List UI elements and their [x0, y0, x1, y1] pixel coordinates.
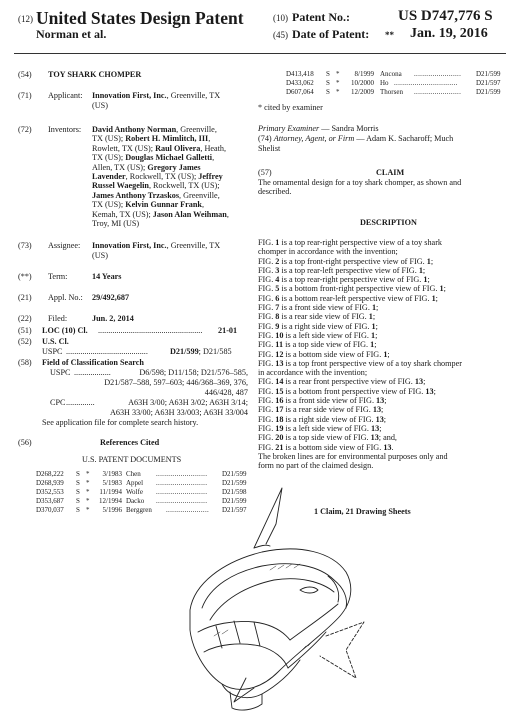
examiner-label: Primary Examiner [258, 124, 320, 133]
ref-name: Dacko [126, 497, 145, 505]
ref-name: Thorsen [380, 88, 403, 96]
inventor-line: Lavender, Rockwell, TX (US); Jeffrey [92, 172, 223, 182]
description-line: FIG. 20 is a top side view of FIG. 13; and, [258, 433, 397, 443]
left-column [0, 60, 260, 530]
search-uspc-line: D21/587–588, 597–603; 446/368–369, 376, [104, 378, 248, 387]
search-cpc-label: CPC [50, 398, 66, 407]
search-history-note: See application file for complete search history. [42, 418, 199, 427]
description-line: FIG. 13 is a top front perspective view of a toy shark chomper [258, 358, 462, 368]
description-line: FIG. 8 is a rear side view of FIG. 1; [258, 312, 376, 322]
inventor-line: James Anthony Trzaskos, Greenville, [92, 190, 220, 200]
reference-table-right [286, 70, 502, 98]
reference-row [286, 79, 502, 88]
ref-number: D268,939 [36, 479, 64, 487]
right-column [256, 56, 512, 516]
jaw-lower [204, 644, 288, 668]
description-line: The broken lines are for environmental purposes only and [258, 451, 448, 461]
tail-fin [320, 622, 364, 678]
ref-star: * [86, 488, 90, 496]
search-field-num: (58) [18, 358, 32, 367]
claim-field-num: (57) [258, 168, 272, 177]
header-date-num: (45) [273, 30, 288, 40]
ref-date: 5/1996 [102, 506, 122, 514]
ref-dots: ..................... [166, 506, 210, 514]
ref-date: 12/2009 [351, 88, 374, 96]
header-divider [14, 53, 506, 54]
ref-star: * [86, 506, 90, 514]
ref-date: 10/2000 [351, 79, 374, 87]
header-patent-no-num: (10) [273, 13, 288, 23]
header-date-stars: ** [385, 30, 394, 40]
inventor-line: Troy, MI (US) [92, 219, 140, 229]
applicant-country: (US) [92, 101, 108, 110]
ref-kind: S [76, 479, 80, 487]
ref-dots: ......................... [156, 497, 208, 505]
loc-value: 21-01 [218, 326, 238, 335]
ref-dots: ......................... [156, 479, 208, 487]
ref-star: * [86, 497, 90, 505]
reference-row [286, 88, 502, 97]
ref-class: D21/598 [222, 488, 247, 496]
ref-name: Appel [126, 479, 144, 487]
jaw-detail [234, 621, 240, 643]
ref-class: D21/599 [222, 470, 247, 478]
claim-line: described. [258, 187, 292, 197]
base-plate [222, 660, 300, 698]
head-top [202, 564, 334, 608]
attorney-field-num: (74) [258, 134, 272, 143]
inventors-field-num: (72) [18, 125, 32, 134]
eye-outline [300, 587, 318, 593]
inventor-line: Rowlett, TX (US); Raul Olivera, Heath, [92, 143, 227, 153]
reference-row [36, 470, 248, 479]
ref-date: 5/1983 [102, 479, 122, 487]
inventor-line: Kemah, TX (US); Jason Alan Weihman, [92, 209, 229, 219]
claims-drawings-summary: 1 Claim, 21 Drawing Sheets [314, 507, 411, 516]
ref-class: D21/599 [222, 479, 247, 487]
search-uspc-line: 446/428, 487 [204, 388, 248, 397]
ref-number: D353,687 [36, 497, 64, 505]
description-line: FIG. 5 is a bottom front-right perspective view of FIG. 1; [258, 284, 446, 294]
ref-class: D21/599 [476, 88, 501, 96]
search-cpc-line: A63H 3/00; A63H 3/02; A63H 3/14; [128, 398, 248, 407]
header-patent-no-label: Patent No.: [292, 10, 350, 24]
header-date-label: Date of Patent: [292, 27, 370, 41]
inventor-line: TX (US); Kelvin Gunnar Frank, [92, 200, 204, 210]
assignee-field-num: (73) [18, 241, 32, 250]
applicant-field-num: (71) [18, 91, 32, 100]
title-field-num: (54) [18, 70, 32, 79]
ref-kind: S [326, 79, 330, 87]
ref-name: Ho [380, 79, 389, 87]
ref-date: 11/1994 [99, 488, 122, 496]
description-line: in accordance with the invention; [258, 368, 368, 378]
header-date-value: Jan. 19, 2016 [410, 26, 488, 41]
assignee-name: Innovation First, Inc. [92, 241, 167, 250]
dorsal-fin [254, 488, 282, 548]
jaw-detail [216, 626, 222, 648]
uscl-value: D21/599 [170, 347, 199, 356]
uscl-field-num: (52) [18, 337, 32, 346]
ref-dots: ......................... [156, 488, 208, 496]
cited-by-examiner-note: * cited by examiner [258, 103, 323, 112]
applicant-location: , Greenville, TX [166, 91, 221, 100]
description-line: FIG. 2 is a top front-right perspective view of FIG. 1; [258, 256, 434, 266]
primary-examiner [258, 124, 379, 133]
term-label: Term: [48, 272, 68, 281]
applicant-label: Applicant: [48, 91, 83, 100]
attorney-value: — Adam K. Sacharoff; Much [354, 134, 454, 143]
inventor-line: Allen, TX (US); Gregory James [92, 162, 201, 172]
assignee-country: (US) [92, 251, 108, 260]
description-line: FIG. 17 is a rear side view of FIG. 13; [258, 405, 384, 415]
ref-number: D352,553 [36, 488, 64, 496]
ref-class: D21/597 [476, 79, 501, 87]
description-line: FIG. 19 is a left side view of FIG. 13; [258, 423, 382, 433]
inventor-line: TX (US); Douglas Michael Galletti, [92, 153, 215, 163]
description-line: FIG. 15 is a bottom front perspective view of FIG. 13; [258, 386, 436, 396]
applicant-name: Innovation First, Inc. [92, 91, 167, 100]
ref-number: D268,222 [36, 470, 64, 478]
inventor-line: Russel Waegelin, Rockwell, TX (US); [92, 181, 220, 191]
claim-text [258, 178, 508, 197]
uscl-value-wrap [170, 347, 232, 356]
claim-line: The ornamental design for a toy shark chomper, as shown and [258, 178, 462, 187]
assignee-label: Assignee: [48, 241, 81, 250]
description-line: FIG. 7 is a front side view of FIG. 1; [258, 303, 379, 313]
jaw-upper [198, 621, 290, 640]
references-field-num: (56) [18, 438, 32, 447]
applicant-value [92, 91, 220, 100]
description-line: FIG. 10 is a left side view of FIG. 1; [258, 330, 378, 340]
loc-field-num: (51) [18, 326, 32, 335]
inventors-list [92, 125, 262, 228]
ref-dots: ......................... [156, 470, 208, 478]
ref-name: Ancona [380, 70, 402, 78]
inventors-label: Inventors: [48, 125, 82, 134]
ref-kind: S [76, 470, 80, 478]
shading-lines [214, 564, 314, 652]
attorney-value-line2: Shelist [258, 144, 281, 153]
term-value: 14 Years [92, 272, 122, 281]
jaw-detail [254, 622, 260, 646]
description-line: FIG. 21 is a bottom side view of FIG. 13. [258, 442, 394, 452]
ref-kind: S [76, 488, 80, 496]
ref-name: Chen [126, 470, 141, 478]
inventor-line: David Anthony Norman, Greenville, [92, 125, 217, 134]
description-body [258, 238, 508, 470]
ref-number: D607,064 [286, 88, 314, 96]
ref-kind: S [326, 70, 330, 78]
header-patent-no-value: US D747,776 S [398, 8, 493, 24]
ref-class: D21/597 [222, 506, 247, 514]
ref-number: D370,037 [36, 506, 64, 514]
description-line: FIG. 9 is a right side view of FIG. 1; [258, 321, 378, 331]
description-line: FIG. 4 is a top rear-right perspective view of FIG. 1; [258, 275, 430, 285]
description-line: FIG. 14 is a rear front perspective view of FIG. 13; [258, 377, 426, 387]
ref-class: D21/599 [476, 70, 501, 78]
ref-date: 8/1999 [354, 70, 374, 78]
invention-title: TOY SHARK CHOMPER [48, 70, 142, 79]
search-uspc-line: D6/598; D11/158; D21/576–585, [139, 368, 248, 377]
description-line: FIG. 3 is a top rear-left perspective view of FIG. 1; [258, 265, 426, 275]
description-line: FIG. 12 is a bottom side view of FIG. 1; [258, 349, 390, 359]
ref-star: * [86, 470, 90, 478]
patent-header [0, 0, 520, 56]
search-uspc-label: USPC [50, 368, 71, 377]
ref-kind: S [326, 88, 330, 96]
shark-chomper-drawing [150, 480, 380, 720]
filed-label: Filed: [48, 314, 68, 323]
description-line: FIG. 16 is a front side view of FIG. 13; [258, 396, 387, 406]
ref-kind: S [76, 497, 80, 505]
description-line: form no part of the claimed design. [258, 461, 374, 471]
header-inventor-line: Norman et al. [36, 27, 107, 41]
description-line: FIG. 11 is a top side view of FIG. 1; [258, 340, 377, 350]
ref-star: * [336, 70, 340, 78]
assignee-location: , Greenville, TX [166, 241, 221, 250]
ref-star: * [86, 479, 90, 487]
search-cpc-dots: .............. [66, 398, 95, 407]
assignee-value [92, 241, 220, 250]
ref-class: D21/599 [222, 497, 247, 505]
loc-label: LOC (10) Cl. [42, 326, 88, 335]
head-ridge [210, 579, 334, 620]
dorsal-fin-base [254, 545, 270, 548]
ref-star: * [336, 88, 340, 96]
us-patent-docs-heading: U.S. PATENT DOCUMENTS [82, 455, 182, 464]
pectoral-fin [234, 678, 254, 702]
reference-row [286, 70, 502, 79]
header-pub-num: (12) [18, 14, 33, 24]
ref-date: 12/1994 [99, 497, 122, 505]
appl-value: 29/492,687 [92, 293, 130, 302]
references-heading: References Cited [100, 438, 160, 447]
inventor-line: TX (US); Robert H. Mimlitch, III, [92, 134, 211, 144]
ref-number: D433,062 [286, 79, 314, 87]
uscl-label: U.S. Cl. [42, 337, 69, 346]
examiner-name: — Sandra Morris [319, 124, 379, 133]
appl-field-num: (21) [18, 293, 32, 302]
ref-dots: ............................... [394, 79, 458, 87]
search-cpc-line: A63H 33/00; A63H 33/003; A63H 33/004 [109, 408, 248, 417]
attorney-label: Attorney, Agent, or Firm [273, 134, 355, 143]
ref-name: Wolfe [126, 488, 143, 496]
description-heading: DESCRIPTION [360, 218, 417, 227]
attorney-agent [258, 134, 453, 143]
ref-dots: ....................... [414, 70, 462, 78]
description-line: chomper in accordance with the invention; [258, 247, 398, 257]
ref-dots: ....................... [414, 88, 462, 96]
ref-date: 3/1983 [102, 470, 122, 478]
description-line: FIG. 1 is a top rear-right perspective view of a toy shark [258, 238, 443, 247]
description-line: FIG. 6 is a bottom rear-left perspective view of FIG. 1; [258, 293, 438, 303]
ref-star: * [336, 79, 340, 87]
uscl-dots: ........................................ [66, 347, 148, 356]
appl-label: Appl. No.: [48, 293, 83, 302]
search-uspc-dots: .................. [74, 368, 111, 377]
description-line: FIG. 18 is a right side view of FIG. 13; [258, 414, 387, 424]
uscl-sub-label: USPC [42, 347, 63, 356]
filed-field-num: (22) [18, 314, 32, 323]
filed-value: Jun. 2, 2014 [92, 314, 134, 323]
ref-number: D413,418 [286, 70, 314, 78]
term-field-num: (**) [18, 272, 32, 281]
search-field-label: Field of Classification Search [42, 358, 144, 367]
claim-heading: CLAIM [376, 168, 405, 177]
loc-dots: ................................................... [98, 326, 203, 335]
ref-name: Berggren [126, 506, 152, 514]
header-title: United States Design Patent [36, 8, 244, 28]
uscl-value-secondary: ; D21/585 [198, 347, 232, 356]
ref-kind: S [76, 506, 80, 514]
